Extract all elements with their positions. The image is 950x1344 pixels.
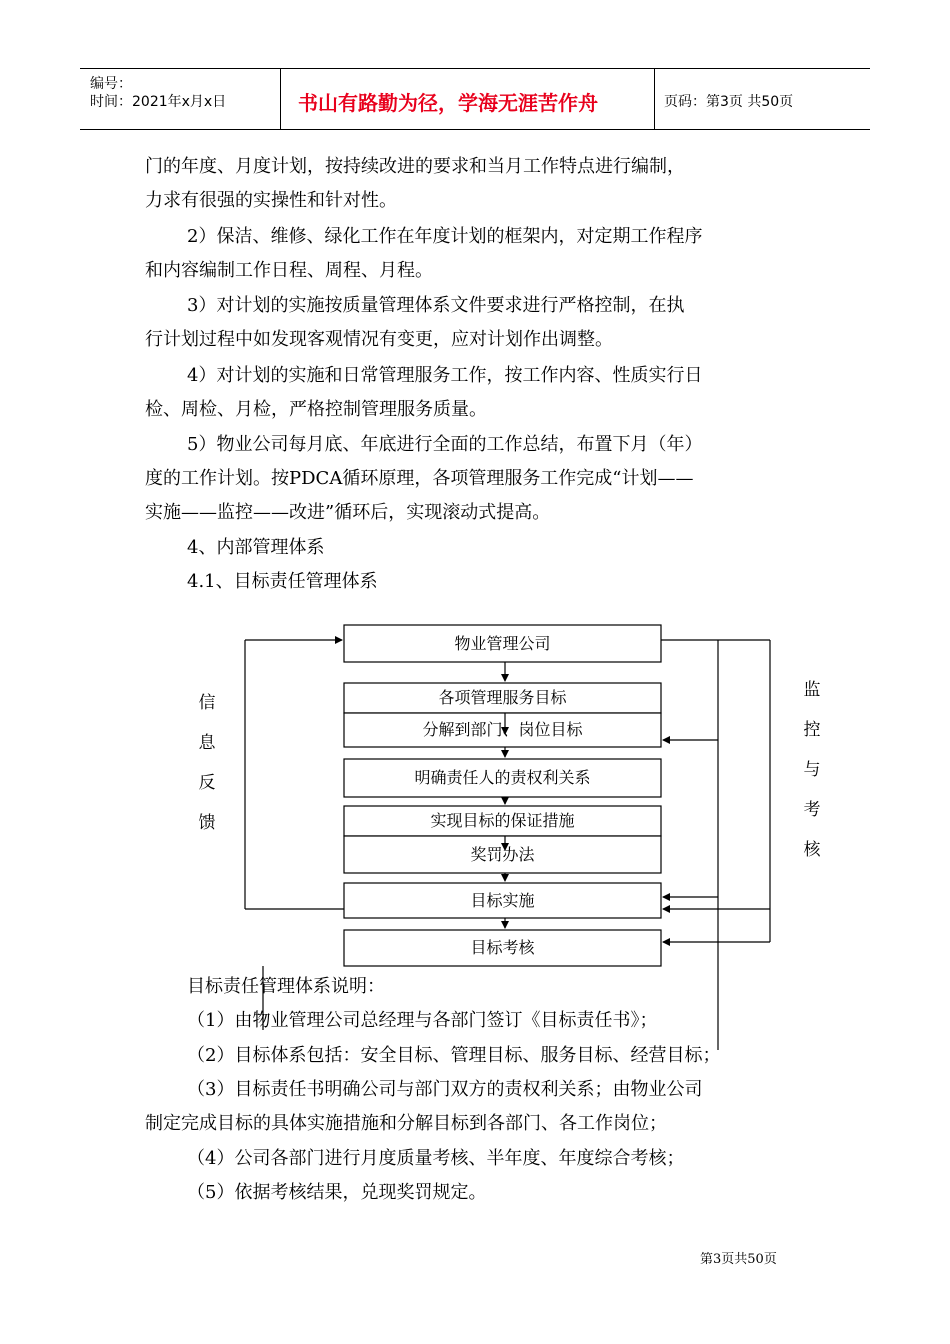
feedback-char: 息 bbox=[198, 733, 216, 753]
document-code-label: 编号： bbox=[90, 76, 132, 92]
document-time-label: 时间：2021年x月x日 bbox=[90, 94, 227, 110]
paragraph-line: 4）对计划的实施和日常管理服务工作，按工作内容、性质实行日 bbox=[187, 365, 703, 386]
box-service-targets-label: 各项管理服务目标 bbox=[438, 688, 567, 707]
monitoring-label bbox=[800, 670, 824, 870]
subsection-heading: 4.1、目标责任管理体系 bbox=[187, 571, 378, 592]
paragraph-line: 行计划过程中如发现客观情况有变更，应对计划作出调整。 bbox=[145, 329, 613, 350]
feedback-char: 馈 bbox=[198, 813, 216, 833]
monitoring-char: 核 bbox=[803, 840, 821, 860]
paragraph-line: 实施——监控——改进”循环后，实现滚动式提高。 bbox=[145, 502, 551, 523]
paragraph-line: 5）物业公司每月底、年底进行全面的工作总结，布置下月（年） bbox=[187, 434, 703, 455]
box-company-label: 物业管理公司 bbox=[454, 634, 551, 653]
feedback-label bbox=[195, 683, 219, 843]
page-footer: 第3页共50页 bbox=[700, 1252, 777, 1267]
note-item: （5）依据考核结果，兑现奖罚规定。 bbox=[187, 1182, 487, 1203]
box-reward-penalty-label: 奖罚办法 bbox=[470, 845, 535, 864]
monitoring-char: 控 bbox=[803, 720, 821, 740]
paragraph-line: 力求有很强的实操性和针对性。 bbox=[145, 190, 397, 211]
box-assessment-label: 目标考核 bbox=[470, 938, 535, 957]
monitoring-char: 与 bbox=[803, 760, 821, 780]
paragraph-line: 检、周检、月检，严格控制管理服务质量。 bbox=[145, 399, 487, 420]
paragraph-line: 和内容编制工作日程、周程、月程。 bbox=[145, 260, 433, 281]
paragraph-line: 门的年度、月度计划，按持续改进的要求和当月工作特点进行编制， bbox=[145, 156, 685, 177]
box-decompose-targets-label: 分解到部门、岗位目标 bbox=[422, 720, 583, 739]
note-item: （4）公司各部门进行月度质量考核、半年度、年度综合考核； bbox=[187, 1148, 685, 1169]
note-item: （2）目标体系包括：安全目标、管理目标、服务目标、经营目标； bbox=[187, 1045, 721, 1066]
notes-heading: 目标责任管理体系说明： bbox=[187, 976, 385, 997]
note-item: （3）目标责任书明确公司与部门双方的责权利关系；由物业公司 bbox=[187, 1079, 703, 1100]
feedback-char: 反 bbox=[198, 773, 216, 793]
section-heading: 4、内部管理体系 bbox=[187, 537, 325, 558]
header-motto: 书山有路勤为径，学海无涯苦作舟 bbox=[298, 91, 598, 115]
box-guarantee-measures-label: 实现目标的保证措施 bbox=[430, 811, 575, 830]
box-responsibility-label: 明确责任人的责权利关系 bbox=[414, 768, 591, 787]
paragraph-line: 度的工作计划。按PDCA循环原理，各项管理服务工作完成“计划—— bbox=[145, 468, 694, 489]
note-item: （1）由物业管理公司总经理与各部门签订《目标责任书》； bbox=[187, 1010, 658, 1031]
feedback-char: 信 bbox=[198, 693, 216, 713]
header-page-number: 页码：第3页 共50页 bbox=[664, 94, 794, 110]
paragraph-line: 3）对计划的实施按质量管理体系文件要求进行严格控制，在执 bbox=[187, 295, 685, 316]
note-item: 制定完成目标的具体实施措施和分解目标到各部门、各工作岗位； bbox=[145, 1113, 667, 1134]
monitoring-char: 考 bbox=[803, 800, 821, 820]
monitoring-char: 监 bbox=[803, 680, 821, 700]
paragraph-line: 2）保洁、维修、绿化工作在年度计划的框架内，对定期工作程序 bbox=[187, 226, 703, 247]
box-implementation-label: 目标实施 bbox=[470, 891, 535, 910]
